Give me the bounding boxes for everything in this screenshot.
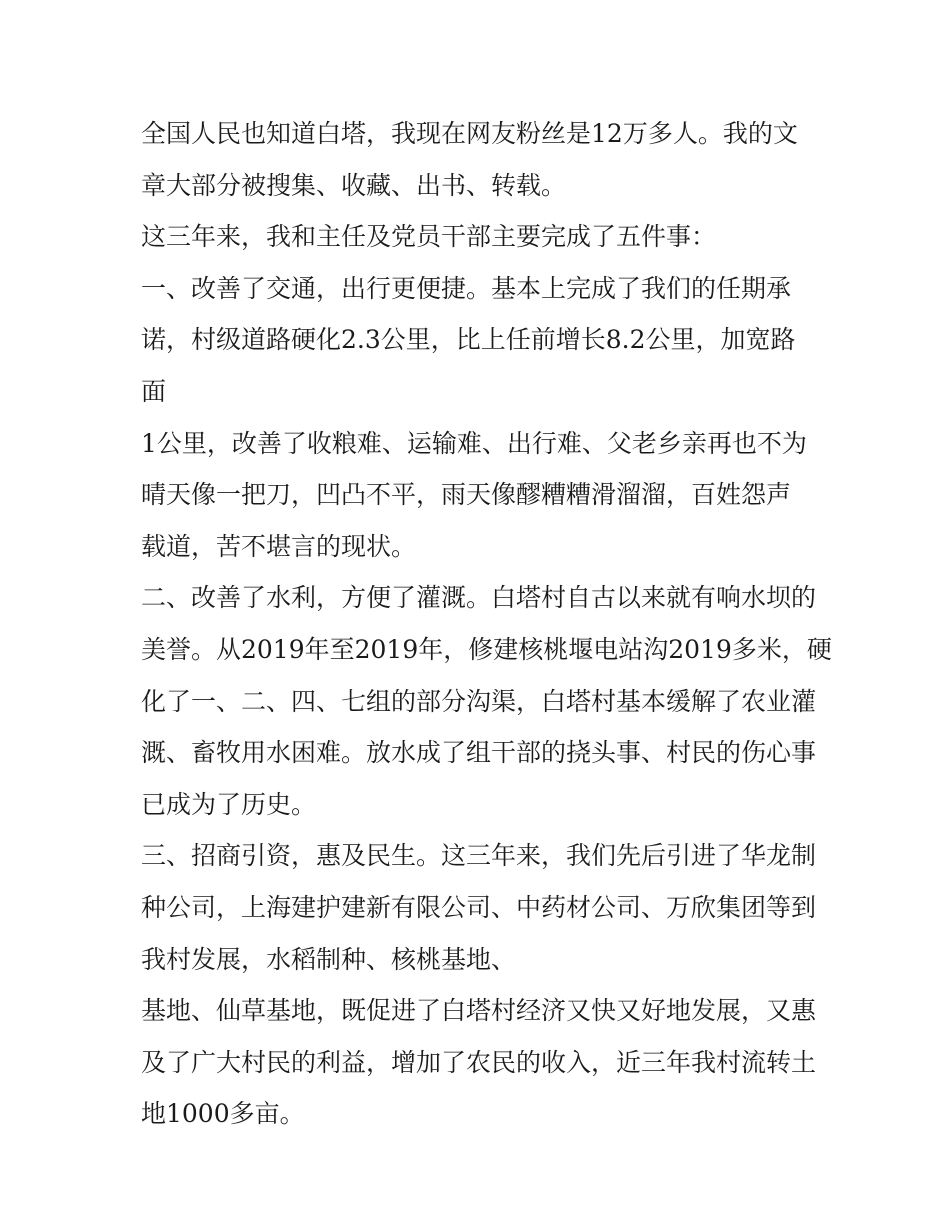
text-line: 已成为了历史。 [141, 789, 317, 819]
text-line: 章大部分被搜集、收藏、出书、转载。 [141, 170, 567, 200]
text-line: 诺，村级道路硬化2.3公里，比上任前增长8.2公里，加宽路 [141, 325, 796, 355]
text-line: 美誉。从2019年至2019年，修建核桃堰电站沟2019多米，硬 [141, 634, 832, 664]
text-line: 种公司，上海建护建新有限公司、中药材公司、万欣集团等到 [141, 892, 817, 922]
text-line: 三、招商引资，惠及民生。这三年来，我们先后引进了华龙制 [141, 841, 817, 871]
text-line: 一、改善了交通，出行更便捷。基本上完成了我们的任期承 [141, 273, 792, 303]
text-line: 地1000多亩。 [141, 1099, 305, 1129]
text-line: 及了广大村民的利益，增加了农民的收入，近三年我村流转土 [141, 1047, 817, 1077]
text-line: 晴天像一把刀，凹凸不平，雨天像醪糟糟滑溜溜，百姓怨声 [141, 480, 792, 510]
text-line: 基地、仙草基地，既促进了白塔村经济又快又好地发展，又惠 [141, 996, 817, 1026]
text-line: 溉、畜牧用水困难。放水成了组干部的挠头事、村民的伤心事 [141, 738, 817, 768]
text-line: 化了一、二、四、七组的部分沟渠，白塔村基本缓解了农业灌 [141, 686, 817, 716]
text-line: 我村发展，水稻制种、核桃基地、 [141, 944, 517, 974]
text-line: 面 [141, 376, 167, 406]
text-line: 二、改善了水利，方便了灌溉。白塔村自古以来就有响水坝的 [141, 583, 817, 613]
text-line: 1公里，改善了收粮难、运输难、出行难、父老乡亲再也不为 [141, 428, 807, 458]
text-line: 全国人民也知道白塔，我现在网友粉丝是12万多人。我的文 [141, 119, 798, 148]
document-body [141, 108, 841, 1140]
text-line: 载道，苦不堪言的现状。 [141, 531, 417, 561]
text-line: 这三年来，我和主任及党员干部主要完成了五件事： [141, 222, 717, 252]
